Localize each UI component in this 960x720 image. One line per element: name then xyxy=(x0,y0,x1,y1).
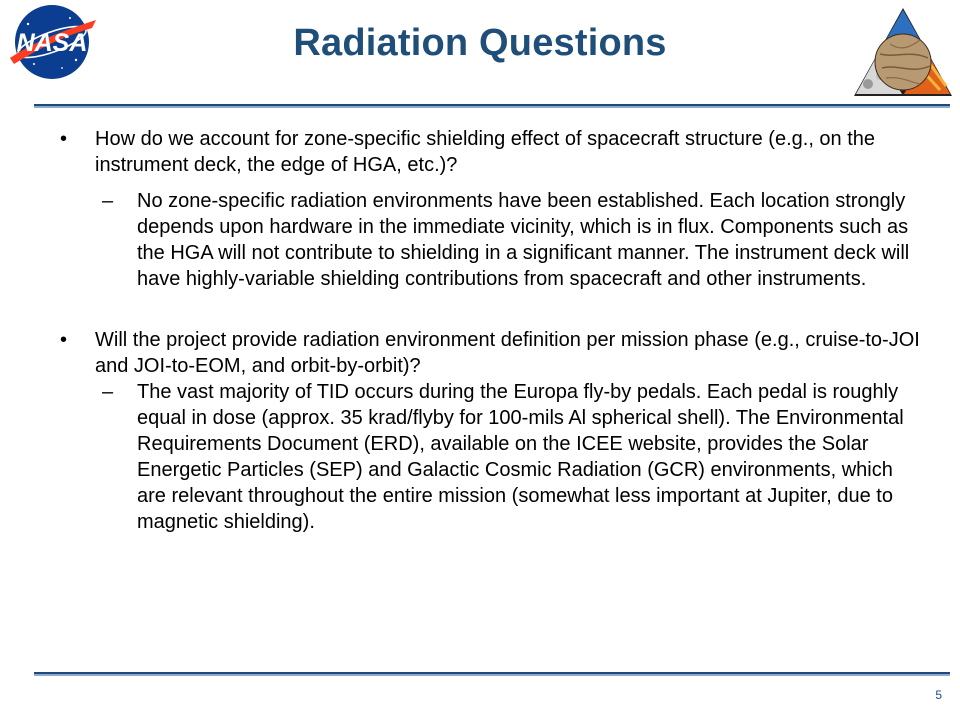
sub-bullet-text: No zone-specific radiation environments have been established. Each location strongly depends upon hardware in the immediate vicinity, which is in flux. Components such as the HGA will not contribute to shielding in a significant manner. The instrument deck will have highly-variable shielding contributions from spacecraft and other instruments. xyxy=(137,190,910,290)
slide-title: Radiation Questions xyxy=(293,22,667,64)
bullet-text: How do we account for zone-specific shielding effect of spacecraft structure (e.g., on the instrument deck, the edge of HGA, etc.)? xyxy=(95,128,876,176)
sub-bullet-item xyxy=(60,188,920,292)
slide-content xyxy=(60,126,920,535)
sub-bullet-marker: – xyxy=(102,381,114,403)
bullet-marker: • xyxy=(60,329,68,351)
nasa-logo-text: NASA xyxy=(16,29,88,57)
page-number: 5 xyxy=(935,688,942,702)
header-divider xyxy=(34,104,950,108)
bullet-text: Will the project provide radiation environment definition per mission phase (e.g., cruise-to-JOI and JOI-to-EOM, and orbit-by-orbit)? xyxy=(95,329,920,377)
bullet-marker: • xyxy=(60,128,68,150)
bullet-item xyxy=(60,327,920,379)
bullet-item xyxy=(60,126,920,178)
footer-divider xyxy=(34,672,950,676)
sub-bullet-item xyxy=(60,379,920,535)
sub-bullet-marker: – xyxy=(102,190,114,212)
sub-bullet-text: The vast majority of TID occurs during the Europa fly-by pedals. Each pedal is roughly equal in dose (approx. 35 krad/flyby for 100-mils Al spherical shell). The Environmental Requirements Document (ERD), available on the ICEE website, provides the Solar Energetic Particles (SEP) and Galactic Cosmic Radiation (GCR) environments, which are relevant throughout the entire mission (somewhat less important at Jupiter, due to magnetic shielding). xyxy=(137,381,904,533)
